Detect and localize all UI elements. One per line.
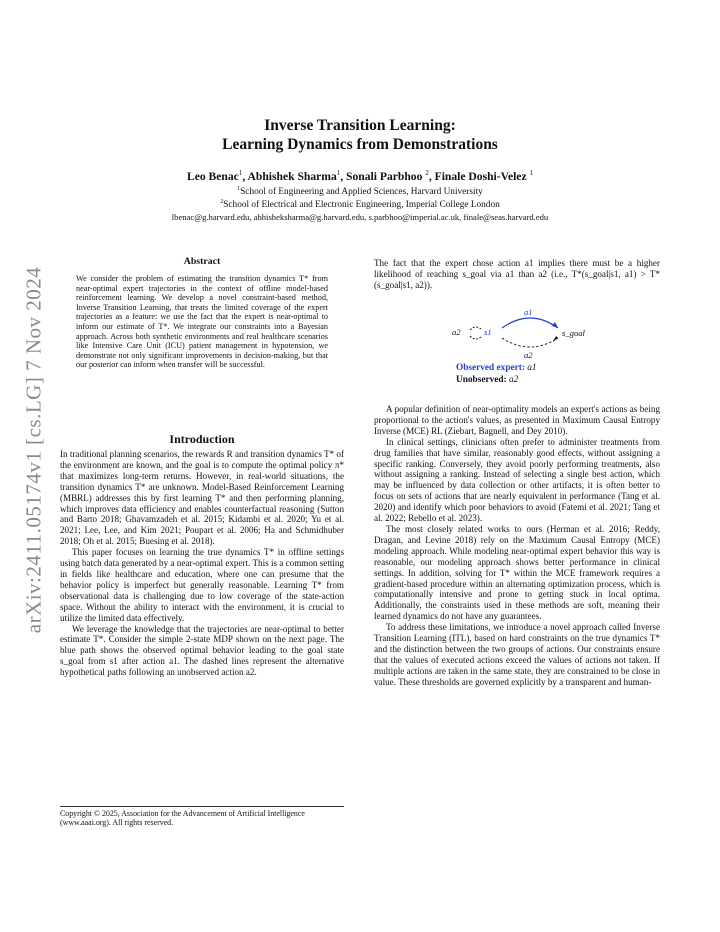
s1-to-a2-dashed-arrow: [470, 336, 482, 339]
observed-legend-row: Observed expert: a1: [456, 363, 537, 373]
diagram-legend: [456, 362, 537, 386]
a1-observed-arc: [502, 318, 558, 328]
paper-title-line1: Inverse Transition Learning:: [264, 117, 456, 134]
abstract-heading: Abstract: [183, 256, 221, 267]
mdp-diagram: [440, 306, 600, 364]
author-name: Abhishek Sharma: [247, 169, 337, 183]
author-affil-mark: 2: [425, 169, 429, 177]
author-affil-mark: 1: [336, 169, 341, 177]
abstract-text: We consider the problem of estimating the transition dynamics T* from near-optimal expert trajectories in the context of offline model-based reinforcement learning. We develop a novel constraint-based method, Inverse Transition Learning, that treats the limited coverage of the expert trajectories as a feature: we use the fact that the expert is near-optimal to inform our estimate of T*. We integrate our constraints into a Bayesian approach. Across both synthetic environments and real healthcare scenarios like Intensive Care Unit (ICU) patient management in hypotension, we demonstrate not only significant improvements in decision-making, but that our posterior can inform when transfer will be successful.: [76, 274, 328, 370]
introduction-heading: Introduction: [169, 432, 235, 446]
affiliation: [0, 199, 720, 210]
paragraph: In clinical settings, clinicians often prefer to administer treatments from drug families that have similar, reasonably good effects, without assigning a specific ranking. Conversely, they avoid poorly performing treatments, also without assigning a ranking. Instead of selecting a single best action, which may be influenced by data collection or other artifacts, it is often better to focus on sets of actions that are nearly equivalent in performance (Tang et al. 2020) and identify which poor behaviors to avoid (Fatemi et al. 2021; Tang et al. 2022; Rebello et al. 2023).: [374, 436, 660, 524]
paragraph: The most closely related works to ours (Herman et al. 2016; Reddy, Dragan, and Levine 2018) rely on the Maximum Causal Entropy (MCE) modeling approach. While modeling near-optimal expert behavior this way is reasonable, our modeling approach shows better performance in clinical settings. In addition, solving for T* within the MCE framework requires a gradient-based procedure within an alternating optimization process, which is computationally intensive and prone to getting stuck in local optima. Additionally, the constraints used in these methods are soft, meaning their learned dynamics do not have any guarantees.: [374, 523, 660, 622]
author-name: Finale Doshi-Velez: [434, 169, 527, 183]
author-affil-mark: 1: [529, 169, 534, 177]
affiliation: [0, 186, 720, 197]
a1-arrowhead-icon: [552, 322, 558, 328]
arxiv-stamp: [20, 250, 48, 650]
observed-legend-value: a1: [527, 363, 537, 373]
paragraph: The fact that the expert chose action a1 implies there must be a higher likelihood of reaching s_goal via a1 than a2 (i.e., T*(s_goal|s1, a1) > T*(s_goal|s1, a2)).: [374, 258, 660, 290]
paragraph: To address these limitations, we introduce a novel approach called Inverse Transition Learning (ITL), based on hard constraints on the true dynamics T* and the distinction between the two groups of actions. Our constraints ensure that the values of executed actions exceed the values of actions not taken. If multiple actions are taken in the same state, they are constrained to be close in value. These thresholds are governed explicitly by a transparent and human-: [374, 622, 660, 687]
right-column-body: [374, 404, 660, 688]
diagram-label-a2-bottom: a2: [524, 350, 533, 360]
diagram-label-a2-left: a2: [452, 327, 461, 337]
diagram-label-s1: s1: [484, 327, 492, 337]
author-affil-mark: 1: [238, 169, 243, 177]
author-name: Leo Benac: [186, 169, 239, 183]
diagram-label-sgoal: s_goal: [562, 328, 585, 338]
arxiv-stamp-text: arXiv:2411.05174v1 [cs.LG] 7 Nov 2024: [21, 266, 46, 634]
a2-to-s1-dashed-arrow: [470, 327, 482, 330]
paragraph: We leverage the knowledge that the trajectories are near-optimal to better estimate T*. Consider the simple 2-state MDP shown on the next page. The blue path shows the observed optimal behavior leading to the goal state s_goal from s1 after action a1. The dashed lines represent the alternative hypothetical paths following an unobserved action a2.: [60, 623, 344, 678]
affiliation-text: School of Electrical and Electronic Engineering, Imperial College London: [223, 200, 500, 211]
paragraph: This paper focuses on learning the true dynamics T* in offline settings using batch data generated by a near-optimal expert. This is a common setting in fields like healthcare and education, where one can presume that the behavior policy is imperfect but generally reasonable. Learning T* from observational data is challenging due to low coverage of the state-action space. Without the ability to interact with the environment, it is crucial to utilize the limited data effectively.: [60, 547, 344, 623]
author-list: Leo Benac$^1$, Abhishek Sharma$^1$, Sonali Parbhoo $^2$, Finale Doshi-Velez $^1$: [186, 169, 534, 183]
author-emails: lbenac@g.harvard.edu, abhisheksharma@g.harvard.edu, s.parbhoo@imperial.ac.uk, finale@seas.harvard.edu: [171, 212, 549, 222]
introduction-body: [60, 449, 344, 678]
diagram-label-a1: a1: [524, 307, 533, 317]
affiliation-mark: 2: [220, 199, 224, 205]
a2-unobserved-arc: [502, 338, 558, 347]
affiliation-mark: 1: [237, 186, 241, 192]
a2-arrowhead-icon: [553, 336, 558, 342]
unobserved-legend-label: Unobserved: [456, 375, 504, 385]
paragraph: A popular definition of near-optimality models an expert's actions as being proportional to the action's values, as presented in Maximum Causal Entropy Inverse (MCE) RL (Ziebart, Bagnell, and Dey 2010).: [374, 404, 660, 436]
observed-legend-label: Observed expert: [456, 363, 522, 373]
paragraph: In traditional planning scenarios, the rewards R and transition dynamics T* of the environment are known, and the goal is to compute the optimal policy π* that maximizes long-term returns. However, in real-world situations, the transition dynamics T* are unknown. Model-Based Reinforcement Learning (MBRL) addresses this by first learning T* and then performing planning, which improves data efficiency and enables counterfactual reasoning (Sutton and Barto 2018; Ghavamzadeh et al. 2015; Kidambi et al. 2020; Yu et al. 2021; Lee, Lee, and Kim 2021; Poupart et al. 2006; Ha and Schmidhuber 2018; Oh et al. 2015; Buesing et al. 2018).: [60, 449, 344, 547]
unobserved-legend-value: a2: [508, 375, 519, 385]
copyright-notice: Copyright © 2025, Association for the Advancement of Artificial Intelligence (www.aaai.org). All rights reserved.: [60, 806, 344, 828]
right-column-top: [374, 258, 660, 291]
paper-title-line2: Learning Dynamics from Demonstrations: [222, 136, 498, 153]
unobserved-legend-row: Unobserved: a2: [456, 375, 519, 385]
author-name: Sonali Parbhoo: [346, 169, 423, 183]
affiliation-text: School of Engineering and Applied Sciences, Harvard University: [240, 187, 483, 198]
